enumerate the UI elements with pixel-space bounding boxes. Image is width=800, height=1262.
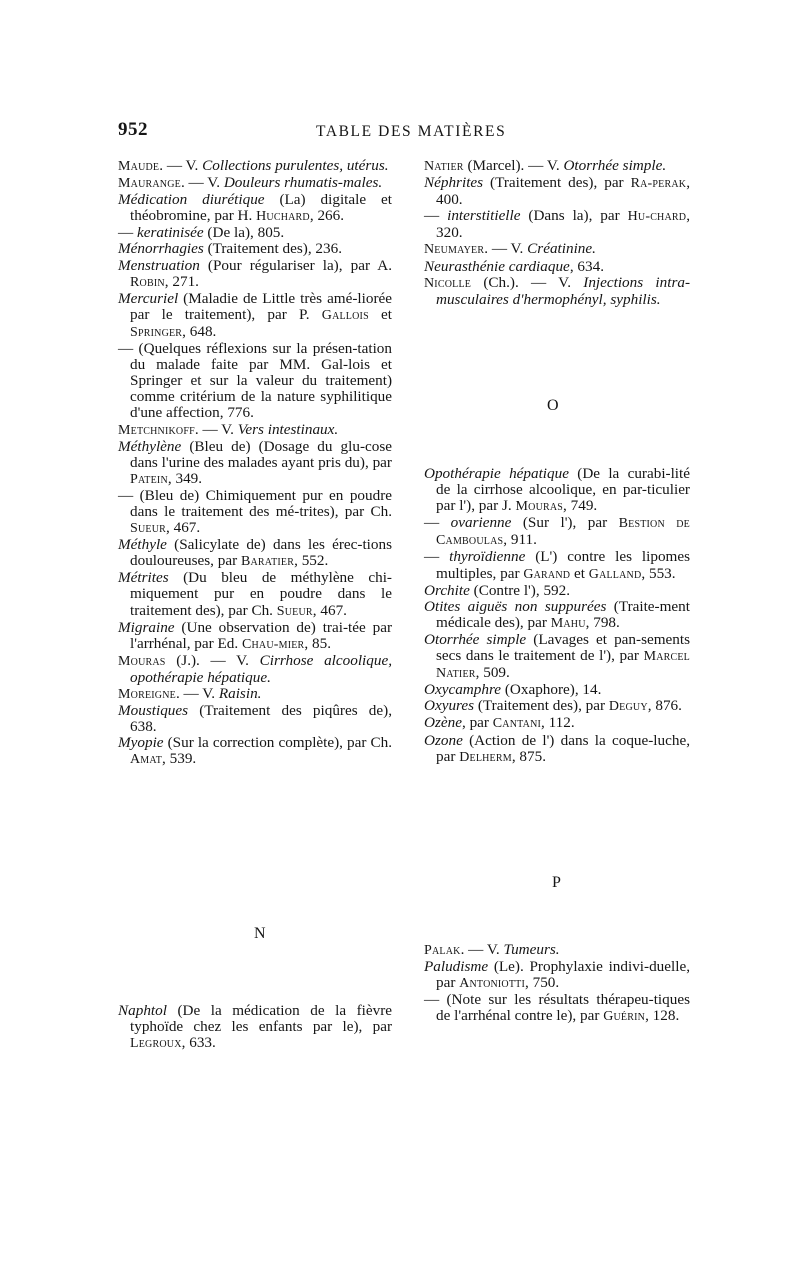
index-term: Métrites [118, 569, 169, 587]
index-entry [424, 208, 690, 241]
right-column-o-entries [424, 466, 690, 766]
entry-text: et [570, 564, 589, 582]
index-term: Otorrhée simple. [563, 157, 667, 174]
index-term: Méthyle [118, 536, 167, 554]
entry-text: et [368, 305, 392, 323]
index-entry [118, 241, 392, 257]
index-term: Myopie [118, 734, 164, 752]
entry-text: , 634. [569, 257, 604, 275]
author-name: Maurange [118, 176, 181, 192]
index-entry [424, 599, 690, 632]
entry-text: . — V. [159, 157, 203, 174]
index-entry [118, 1003, 392, 1052]
entry-text: — [424, 514, 451, 532]
index-entry [424, 959, 690, 992]
section-letter-p: P [552, 874, 561, 891]
entry-text: (De la curabi-lité de la cirrhose alcoolique, en par-ticulier par l'), par J. [436, 465, 690, 515]
author-name: Springer [130, 324, 183, 340]
index-entry [118, 686, 392, 703]
entry-text: , 633. [181, 1034, 216, 1052]
index-term: Néphrites [424, 174, 484, 192]
index-term: Tumeurs. [503, 941, 560, 958]
index-entry [118, 570, 392, 619]
entry-text: , 750. [525, 974, 560, 992]
entry-text: — (Quelques réflexions sur la présen-tation du malade faite par MM. Gal-lois et Springer et sur la valeur du traitement) comme critérium de la nature syphilitique d'une affection, 776. [118, 340, 392, 422]
entry-text: . — V. [484, 240, 528, 258]
author-name: Patein [130, 471, 168, 487]
index-entry [424, 259, 690, 275]
author-name: Natier [424, 159, 464, 174]
author-name: Garand [523, 566, 571, 582]
author-name: Robin [130, 274, 165, 290]
index-term: Neurasthénie cardiaque [424, 257, 570, 275]
index-entry [424, 241, 690, 258]
index-term: Méthylène [118, 437, 182, 455]
entry-text: , 349. [167, 469, 203, 487]
index-term: Douleurs rhumatis-males. [223, 174, 383, 192]
index-term: Oxyures [424, 697, 475, 715]
index-term: Ozène [424, 714, 462, 732]
index-term: Collections purulentes, utérus. [202, 157, 389, 174]
author-name: Sueur [130, 521, 167, 537]
entry-text: , 112. [541, 714, 575, 732]
entry-text: , 798. [585, 613, 620, 631]
index-term: Oxycamphre [424, 681, 502, 699]
author-name: Huchard [256, 209, 310, 225]
entry-text: — [424, 207, 448, 225]
author-name: Hu-chard [627, 209, 687, 225]
index-entry [118, 175, 392, 192]
index-term: Créatinine. [527, 240, 596, 258]
index-term: Vers intestinaux. [237, 420, 339, 438]
index-entry [424, 942, 690, 959]
index-term: Migraine [118, 618, 175, 636]
right-column-n-entries [424, 158, 690, 308]
entry-text: (Action de l') dans la coque-luche, par [436, 731, 690, 765]
left-column-m-entries [118, 158, 392, 768]
entry-text: (Traitement des), par [474, 697, 609, 715]
index-entry [424, 275, 690, 308]
index-entry [424, 733, 690, 766]
author-name: Palak [424, 943, 461, 958]
entry-text: . — V. [194, 420, 238, 438]
entry-text: , 749. [563, 497, 598, 515]
index-term: Ménorrhagies [118, 240, 204, 258]
index-entry [424, 549, 690, 582]
entry-text: — (Note sur les résultats thérapeu-tiques de l'arrhénal contre le), par [424, 991, 690, 1025]
entry-text: , 85. [304, 634, 331, 652]
index-entry [424, 682, 690, 698]
entry-text: , 467. [166, 519, 201, 537]
index-term: Opothérapie hépatique [424, 465, 569, 482]
author-name: Antoniotti [459, 976, 526, 992]
entry-text: — (Bleu de) Chimiquement pur en poudre dans le traitement des mé-trites), par Ch. [118, 486, 392, 520]
index-entry [424, 632, 690, 682]
index-entry [118, 341, 392, 421]
entry-text: (Traitement des), 236. [203, 240, 342, 258]
index-term: Cirrhose alcoolique, opothérapie hépatique. [130, 651, 392, 686]
entry-text: , par [461, 714, 493, 732]
author-name: Mahu [550, 615, 586, 631]
index-entry [118, 703, 392, 735]
entry-text: (Traite-ment médicale des), par [436, 597, 690, 631]
index-entry [424, 466, 690, 515]
section-letter-n: N [254, 925, 266, 942]
author-name: Mouras [515, 499, 564, 515]
entry-text: (Sur la correction complète), par Ch. [163, 734, 392, 752]
entry-text: (Salicylate de) dans les érec-tions douloureuses, par [130, 536, 392, 570]
entry-text: (Bleu de) (Dosage du glu-cose dans l'urine des malades ayant pris du), par [130, 437, 392, 471]
entry-text: (J.). — V. [165, 651, 260, 669]
entry-text: , 266. [309, 207, 345, 225]
index-term: Mercuriel [118, 289, 179, 307]
entry-text: (Lavages et pan-sements secs dans le traitement de l'), par [436, 630, 691, 665]
index-entry [118, 422, 392, 439]
index-term: Injections intra-musculaires d'hermophényl, syphilis. [436, 273, 691, 308]
author-name: Nicolle [424, 275, 472, 291]
entry-text: (Le). Prophylaxie indivi-duelle, par [436, 958, 690, 992]
entry-text: (Traitement des), par [483, 174, 631, 192]
entry-text: , 875. [511, 747, 546, 765]
entry-text: (De la médication de la fièvre typhoïde chez les enfants par le), par [130, 1002, 392, 1036]
author-name: Marcel Natier [436, 649, 690, 682]
author-name: Galland [588, 566, 642, 582]
author-name: Neumayer [424, 242, 485, 258]
entry-text: (De la), 805. [203, 224, 285, 242]
entry-text: (Dans la), par [520, 207, 628, 225]
entry-text: , 320. [436, 207, 690, 242]
index-term: Moustiques [118, 702, 189, 720]
index-entry [118, 439, 392, 488]
index-entry [424, 175, 690, 208]
entry-text: (Du bleu de méthylène chi-miquement pur en poudre dans le traitement des), par Ch. [130, 569, 392, 619]
author-name: Chau-mier [241, 636, 305, 652]
index-term: Ozone [424, 731, 463, 749]
index-term: interstitielle [447, 207, 521, 225]
index-term: Otites aiguës non suppurées [424, 597, 607, 615]
index-entry [424, 715, 690, 732]
index-entry [424, 698, 690, 715]
author-name: Ra-perak [630, 176, 687, 192]
index-term: ovarienne [450, 514, 512, 532]
entry-text: , 876. [647, 697, 682, 715]
entry-text: , 553. [641, 564, 676, 582]
entry-text: (Traitement des piqûres de), 638. [130, 702, 392, 736]
author-name: Delherm [459, 749, 512, 765]
entry-text: (Ch.). — V. [471, 273, 584, 291]
entry-text: . — V. [175, 685, 219, 702]
entry-text: , 128. [645, 1007, 680, 1025]
index-entry [118, 158, 392, 175]
entry-text: (Marcel). — V. [463, 157, 564, 174]
author-name: Bestion de Camboulas [436, 516, 690, 549]
index-entry [118, 488, 392, 537]
author-name: Amat [130, 752, 163, 768]
index-term: Médication diurétique [118, 191, 265, 209]
author-name: Guérin [603, 1009, 646, 1025]
index-entry [118, 258, 392, 291]
author-name: Moreigne [118, 687, 176, 702]
left-column-n-entries [118, 1003, 392, 1052]
entry-text: , 400. [436, 174, 690, 209]
index-term: keratinisée [136, 224, 204, 242]
author-name: Gallois [321, 307, 369, 323]
entry-text: (Une observation de) trai-tée par l'arrhénal, par Ed. [130, 618, 392, 652]
index-term: Raisin. [218, 685, 262, 702]
entry-text: (Maladie de Little très amé-liorée par le traitement), par P. [130, 289, 392, 323]
index-entry [118, 653, 392, 686]
index-entry [424, 515, 690, 549]
right-column-p-entries [424, 942, 690, 1025]
entry-text: , 648. [182, 322, 217, 340]
entry-text: (L') contre les lipomes multiples, par [436, 548, 690, 582]
entry-text: , 911. [503, 531, 537, 549]
entry-text: . — V. [460, 941, 504, 958]
index-entry [424, 992, 690, 1025]
author-name: Deguy [608, 699, 648, 715]
author-name: Legroux [130, 1036, 182, 1052]
section-letter-o: O [547, 397, 559, 414]
entry-text: (Sur l'), par [511, 514, 619, 532]
index-entry [118, 537, 392, 570]
index-entry [424, 158, 690, 175]
index-entry [424, 583, 690, 599]
entry-text: , 539. [162, 750, 197, 768]
index-term: Otorrhée simple [424, 630, 527, 648]
entry-text: (Oxaphore), 14. [501, 681, 602, 699]
index-entry [118, 620, 392, 653]
entry-text: — [118, 224, 137, 242]
author-name: Metchnikoff [118, 422, 195, 438]
entry-text: , 467. [312, 601, 347, 619]
entry-text: , 271. [164, 272, 199, 290]
entry-text: , 552. [294, 552, 329, 570]
index-term: Orchite [424, 581, 470, 599]
index-term: Menstruation [118, 256, 200, 274]
entry-text: — [424, 548, 450, 566]
entry-text: (Contre l'), 592. [469, 581, 571, 599]
author-name: Mouras [118, 653, 166, 669]
entry-text: . — V. [180, 174, 224, 192]
index-term: Naphtol [118, 1002, 167, 1019]
entry-text: , 509. [475, 664, 510, 682]
running-title: TABLE DES MATIÈRES [316, 123, 507, 140]
index-entry [118, 225, 392, 241]
index-entry [118, 735, 392, 768]
index-entry [118, 291, 392, 341]
page-number: 952 [118, 119, 148, 140]
index-term: thyroïdienne [449, 548, 526, 566]
entry-text: (La) digitale et théobromine, par H. [130, 191, 392, 225]
author-name: Baratier [240, 554, 295, 570]
author-name: Cantani [492, 716, 542, 732]
author-name: Maude [118, 159, 160, 174]
index-entry [118, 192, 392, 225]
author-name: Sueur [276, 603, 313, 619]
entry-text: (Pour régulariser la), par A. [199, 256, 392, 274]
index-term: Paludisme [424, 958, 489, 976]
